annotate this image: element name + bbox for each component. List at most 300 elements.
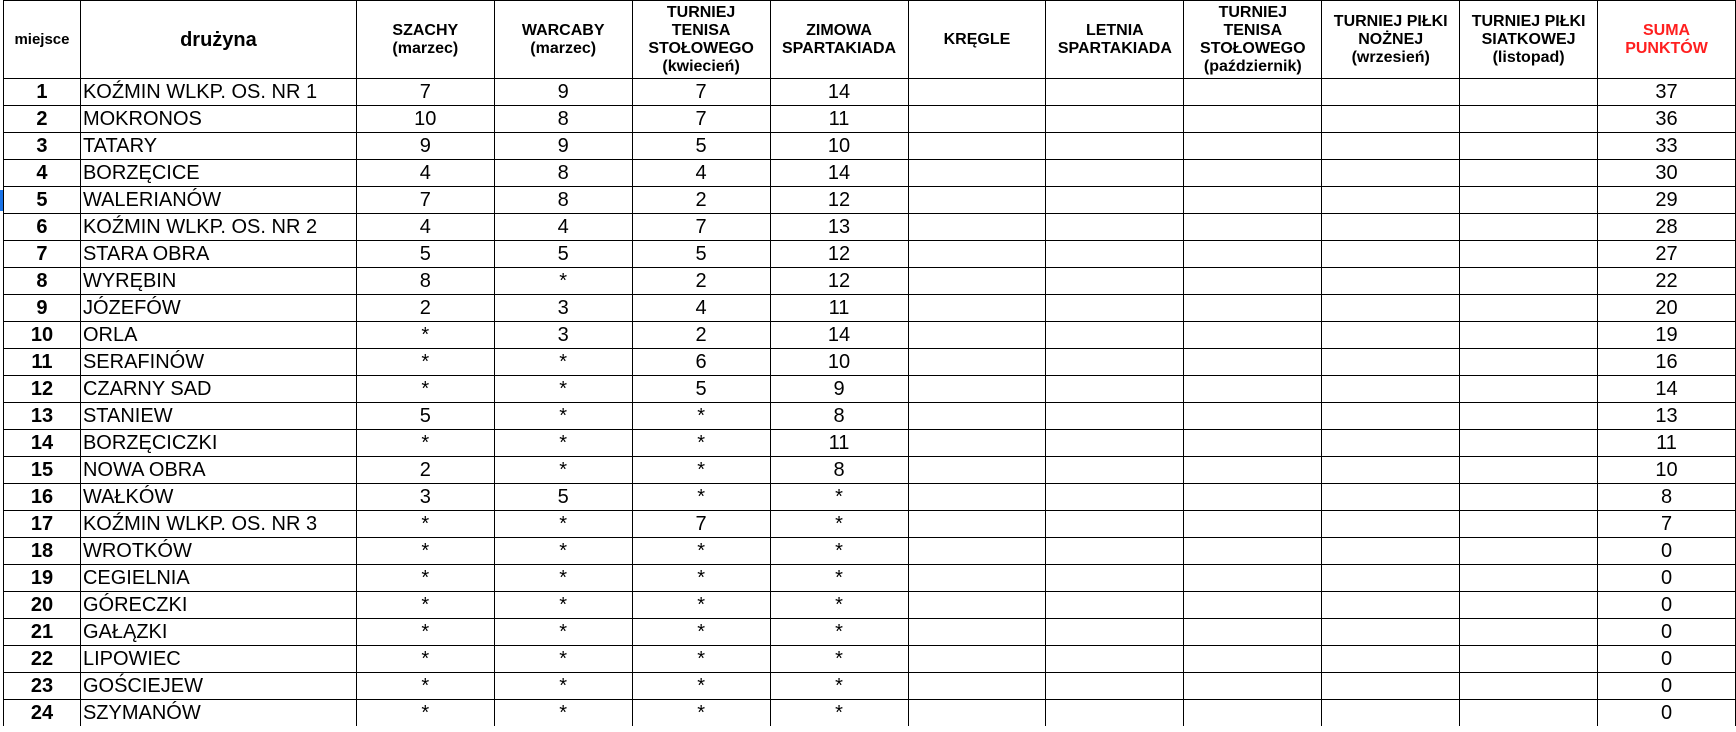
cell-pilka-siatkowa[interactable]: [1460, 322, 1598, 349]
cell-zimowa-spartakiada[interactable]: *: [770, 700, 908, 727]
cell-zimowa-spartakiada[interactable]: 14: [770, 160, 908, 187]
cell-rank[interactable]: 22: [4, 646, 81, 673]
cell-team[interactable]: SERAFINÓW: [80, 349, 356, 376]
cell-zimowa-spartakiada[interactable]: 14: [770, 79, 908, 106]
cell-zimowa-spartakiada[interactable]: *: [770, 538, 908, 565]
cell-kregle[interactable]: [908, 268, 1046, 295]
cell-pilka-nozna[interactable]: [1322, 322, 1460, 349]
cell-tenis-kwiecien[interactable]: 2: [632, 187, 770, 214]
cell-pilka-nozna[interactable]: [1322, 565, 1460, 592]
cell-warcaby[interactable]: 5: [494, 484, 632, 511]
cell-szachy[interactable]: 10: [356, 106, 494, 133]
cell-tenis-kwiecien[interactable]: 6: [632, 349, 770, 376]
cell-letnia-spartakiada[interactable]: [1046, 160, 1184, 187]
cell-letnia-spartakiada[interactable]: [1046, 79, 1184, 106]
cell-szachy[interactable]: 5: [356, 241, 494, 268]
cell-suma-punktow[interactable]: 20: [1598, 295, 1736, 322]
cell-tenis-pazdziernik[interactable]: [1184, 79, 1322, 106]
cell-team[interactable]: BORZĘCICE: [80, 160, 356, 187]
cell-pilka-siatkowa[interactable]: [1460, 295, 1598, 322]
cell-pilka-siatkowa[interactable]: [1460, 646, 1598, 673]
cell-pilka-siatkowa[interactable]: [1460, 133, 1598, 160]
cell-tenis-pazdziernik[interactable]: [1184, 349, 1322, 376]
cell-pilka-siatkowa[interactable]: [1460, 619, 1598, 646]
cell-warcaby[interactable]: *: [494, 619, 632, 646]
cell-letnia-spartakiada[interactable]: [1046, 619, 1184, 646]
cell-tenis-kwiecien[interactable]: *: [632, 700, 770, 727]
cell-kregle[interactable]: [908, 106, 1046, 133]
header-cell-suma-punktow[interactable]: [1598, 1, 1736, 79]
cell-warcaby[interactable]: 4: [494, 214, 632, 241]
cell-kregle[interactable]: [908, 673, 1046, 700]
cell-szachy[interactable]: *: [356, 322, 494, 349]
cell-zimowa-spartakiada[interactable]: 11: [770, 106, 908, 133]
cell-letnia-spartakiada[interactable]: [1046, 403, 1184, 430]
cell-zimowa-spartakiada[interactable]: 13: [770, 214, 908, 241]
cell-pilka-siatkowa[interactable]: [1460, 673, 1598, 700]
cell-tenis-pazdziernik[interactable]: [1184, 403, 1322, 430]
cell-rank[interactable]: 10: [4, 322, 81, 349]
cell-tenis-kwiecien[interactable]: 7: [632, 79, 770, 106]
cell-kregle[interactable]: [908, 700, 1046, 727]
cell-tenis-pazdziernik[interactable]: [1184, 187, 1322, 214]
cell-tenis-kwiecien[interactable]: 7: [632, 106, 770, 133]
cell-kregle[interactable]: [908, 511, 1046, 538]
cell-pilka-siatkowa[interactable]: [1460, 187, 1598, 214]
cell-letnia-spartakiada[interactable]: [1046, 592, 1184, 619]
header-cell-warcaby[interactable]: [494, 1, 632, 79]
cell-pilka-nozna[interactable]: [1322, 241, 1460, 268]
cell-szachy[interactable]: *: [356, 619, 494, 646]
cell-szachy[interactable]: *: [356, 646, 494, 673]
cell-kregle[interactable]: [908, 619, 1046, 646]
cell-tenis-pazdziernik[interactable]: [1184, 106, 1322, 133]
cell-pilka-nozna[interactable]: [1322, 214, 1460, 241]
cell-suma-punktow[interactable]: 36: [1598, 106, 1736, 133]
cell-letnia-spartakiada[interactable]: [1046, 538, 1184, 565]
cell-tenis-kwiecien[interactable]: 7: [632, 511, 770, 538]
cell-kregle[interactable]: [908, 79, 1046, 106]
cell-pilka-nozna[interactable]: [1322, 457, 1460, 484]
cell-suma-punktow[interactable]: 10: [1598, 457, 1736, 484]
cell-team[interactable]: NOWA OBRA: [80, 457, 356, 484]
cell-tenis-kwiecien[interactable]: 4: [632, 295, 770, 322]
cell-warcaby[interactable]: *: [494, 538, 632, 565]
cell-szachy[interactable]: 4: [356, 214, 494, 241]
header-cell-pilka-nozna[interactable]: [1322, 1, 1460, 79]
cell-team[interactable]: WYRĘBIN: [80, 268, 356, 295]
cell-rank[interactable]: 9: [4, 295, 81, 322]
cell-kregle[interactable]: [908, 565, 1046, 592]
cell-tenis-kwiecien[interactable]: *: [632, 403, 770, 430]
cell-pilka-nozna[interactable]: [1322, 700, 1460, 727]
cell-kregle[interactable]: [908, 484, 1046, 511]
cell-zimowa-spartakiada[interactable]: *: [770, 484, 908, 511]
cell-rank[interactable]: 21: [4, 619, 81, 646]
cell-pilka-nozna[interactable]: [1322, 538, 1460, 565]
cell-letnia-spartakiada[interactable]: [1046, 241, 1184, 268]
cell-warcaby[interactable]: *: [494, 349, 632, 376]
cell-suma-punktow[interactable]: 0: [1598, 538, 1736, 565]
cell-szachy[interactable]: *: [356, 349, 494, 376]
cell-rank[interactable]: 17: [4, 511, 81, 538]
cell-letnia-spartakiada[interactable]: [1046, 133, 1184, 160]
cell-letnia-spartakiada[interactable]: [1046, 268, 1184, 295]
cell-kregle[interactable]: [908, 187, 1046, 214]
cell-team[interactable]: LIPOWIEC: [80, 646, 356, 673]
cell-team[interactable]: KOŹMIN WLKP. OS. NR 2: [80, 214, 356, 241]
cell-pilka-siatkowa[interactable]: [1460, 106, 1598, 133]
cell-pilka-nozna[interactable]: [1322, 403, 1460, 430]
cell-zimowa-spartakiada[interactable]: *: [770, 619, 908, 646]
cell-suma-punktow[interactable]: 33: [1598, 133, 1736, 160]
cell-tenis-kwiecien[interactable]: *: [632, 484, 770, 511]
cell-zimowa-spartakiada[interactable]: *: [770, 565, 908, 592]
cell-team[interactable]: CEGIELNIA: [80, 565, 356, 592]
header-cell-szachy[interactable]: [356, 1, 494, 79]
cell-kregle[interactable]: [908, 160, 1046, 187]
cell-rank[interactable]: 12: [4, 376, 81, 403]
cell-pilka-nozna[interactable]: [1322, 376, 1460, 403]
header-cell-letnia-spartakiada[interactable]: [1046, 1, 1184, 79]
cell-rank[interactable]: 5: [4, 187, 81, 214]
cell-letnia-spartakiada[interactable]: [1046, 430, 1184, 457]
cell-suma-punktow[interactable]: 0: [1598, 565, 1736, 592]
cell-zimowa-spartakiada[interactable]: 12: [770, 268, 908, 295]
cell-kregle[interactable]: [908, 376, 1046, 403]
cell-letnia-spartakiada[interactable]: [1046, 106, 1184, 133]
cell-tenis-pazdziernik[interactable]: [1184, 700, 1322, 727]
cell-tenis-kwiecien[interactable]: 2: [632, 268, 770, 295]
cell-pilka-siatkowa[interactable]: [1460, 268, 1598, 295]
cell-team[interactable]: SZYMANÓW: [80, 700, 356, 727]
cell-letnia-spartakiada[interactable]: [1046, 295, 1184, 322]
cell-suma-punktow[interactable]: 11: [1598, 430, 1736, 457]
cell-suma-punktow[interactable]: 0: [1598, 700, 1736, 727]
cell-szachy[interactable]: *: [356, 700, 494, 727]
cell-tenis-pazdziernik[interactable]: [1184, 133, 1322, 160]
cell-pilka-siatkowa[interactable]: [1460, 241, 1598, 268]
cell-suma-punktow[interactable]: 7: [1598, 511, 1736, 538]
cell-kregle[interactable]: [908, 133, 1046, 160]
cell-rank[interactable]: 16: [4, 484, 81, 511]
cell-team[interactable]: ORLA: [80, 322, 356, 349]
cell-szachy[interactable]: *: [356, 538, 494, 565]
cell-suma-punktow[interactable]: 8: [1598, 484, 1736, 511]
cell-suma-punktow[interactable]: 13: [1598, 403, 1736, 430]
cell-pilka-nozna[interactable]: [1322, 349, 1460, 376]
cell-pilka-siatkowa[interactable]: [1460, 376, 1598, 403]
cell-zimowa-spartakiada[interactable]: 12: [770, 187, 908, 214]
cell-warcaby[interactable]: 9: [494, 79, 632, 106]
cell-pilka-nozna[interactable]: [1322, 133, 1460, 160]
cell-szachy[interactable]: 8: [356, 268, 494, 295]
cell-zimowa-spartakiada[interactable]: 10: [770, 349, 908, 376]
cell-letnia-spartakiada[interactable]: [1046, 484, 1184, 511]
cell-letnia-spartakiada[interactable]: [1046, 457, 1184, 484]
cell-warcaby[interactable]: 9: [494, 133, 632, 160]
cell-tenis-pazdziernik[interactable]: [1184, 619, 1322, 646]
cell-rank[interactable]: 3: [4, 133, 81, 160]
cell-zimowa-spartakiada[interactable]: 9: [770, 376, 908, 403]
cell-pilka-siatkowa[interactable]: [1460, 565, 1598, 592]
cell-tenis-pazdziernik[interactable]: [1184, 457, 1322, 484]
cell-team[interactable]: KOŹMIN WLKP. OS. NR 3: [80, 511, 356, 538]
cell-warcaby[interactable]: *: [494, 268, 632, 295]
cell-letnia-spartakiada[interactable]: [1046, 376, 1184, 403]
cell-letnia-spartakiada[interactable]: [1046, 322, 1184, 349]
cell-tenis-pazdziernik[interactable]: [1184, 484, 1322, 511]
cell-szachy[interactable]: *: [356, 565, 494, 592]
cell-pilka-nozna[interactable]: [1322, 430, 1460, 457]
cell-suma-punktow[interactable]: 28: [1598, 214, 1736, 241]
cell-tenis-kwiecien[interactable]: 5: [632, 133, 770, 160]
cell-rank[interactable]: 13: [4, 403, 81, 430]
cell-kregle[interactable]: [908, 349, 1046, 376]
cell-team[interactable]: GAŁĄZKI: [80, 619, 356, 646]
cell-szachy[interactable]: 9: [356, 133, 494, 160]
cell-pilka-nozna[interactable]: [1322, 268, 1460, 295]
cell-team[interactable]: JÓZEFÓW: [80, 295, 356, 322]
cell-zimowa-spartakiada[interactable]: 10: [770, 133, 908, 160]
cell-szachy[interactable]: *: [356, 511, 494, 538]
cell-rank[interactable]: 19: [4, 565, 81, 592]
cell-pilka-siatkowa[interactable]: [1460, 79, 1598, 106]
cell-tenis-kwiecien[interactable]: *: [632, 592, 770, 619]
cell-rank[interactable]: 14: [4, 430, 81, 457]
cell-suma-punktow[interactable]: 14: [1598, 376, 1736, 403]
cell-szachy[interactable]: 5: [356, 403, 494, 430]
cell-tenis-pazdziernik[interactable]: [1184, 592, 1322, 619]
cell-szachy[interactable]: *: [356, 376, 494, 403]
cell-suma-punktow[interactable]: 0: [1598, 619, 1736, 646]
cell-zimowa-spartakiada[interactable]: 11: [770, 295, 908, 322]
cell-rank[interactable]: 1: [4, 79, 81, 106]
cell-pilka-siatkowa[interactable]: [1460, 160, 1598, 187]
cell-pilka-nozna[interactable]: [1322, 106, 1460, 133]
cell-tenis-pazdziernik[interactable]: [1184, 322, 1322, 349]
cell-rank[interactable]: 23: [4, 673, 81, 700]
cell-tenis-kwiecien[interactable]: *: [632, 430, 770, 457]
cell-letnia-spartakiada[interactable]: [1046, 700, 1184, 727]
cell-warcaby[interactable]: 8: [494, 160, 632, 187]
cell-tenis-pazdziernik[interactable]: [1184, 673, 1322, 700]
cell-zimowa-spartakiada[interactable]: *: [770, 592, 908, 619]
cell-warcaby[interactable]: *: [494, 565, 632, 592]
cell-pilka-siatkowa[interactable]: [1460, 457, 1598, 484]
cell-tenis-kwiecien[interactable]: 7: [632, 214, 770, 241]
header-cell-kregle[interactable]: [908, 1, 1046, 79]
cell-rank[interactable]: 15: [4, 457, 81, 484]
cell-tenis-kwiecien[interactable]: *: [632, 646, 770, 673]
cell-team[interactable]: GOŚCIEJEW: [80, 673, 356, 700]
cell-warcaby[interactable]: *: [494, 592, 632, 619]
cell-tenis-kwiecien[interactable]: *: [632, 538, 770, 565]
cell-warcaby[interactable]: 8: [494, 187, 632, 214]
cell-szachy[interactable]: 7: [356, 187, 494, 214]
cell-letnia-spartakiada[interactable]: [1046, 187, 1184, 214]
cell-rank[interactable]: 20: [4, 592, 81, 619]
cell-warcaby[interactable]: 3: [494, 322, 632, 349]
cell-pilka-nozna[interactable]: [1322, 295, 1460, 322]
cell-tenis-pazdziernik[interactable]: [1184, 511, 1322, 538]
cell-letnia-spartakiada[interactable]: [1046, 349, 1184, 376]
cell-kregle[interactable]: [908, 592, 1046, 619]
cell-team[interactable]: WALERIANÓW: [80, 187, 356, 214]
cell-zimowa-spartakiada[interactable]: *: [770, 646, 908, 673]
cell-suma-punktow[interactable]: 0: [1598, 646, 1736, 673]
cell-kregle[interactable]: [908, 295, 1046, 322]
cell-kregle[interactable]: [908, 538, 1046, 565]
cell-team[interactable]: BORZĘCICZKI: [80, 430, 356, 457]
cell-rank[interactable]: 6: [4, 214, 81, 241]
cell-team[interactable]: CZARNY SAD: [80, 376, 356, 403]
cell-szachy[interactable]: *: [356, 673, 494, 700]
cell-rank[interactable]: 4: [4, 160, 81, 187]
cell-rank[interactable]: 24: [4, 700, 81, 727]
cell-pilka-nozna[interactable]: [1322, 160, 1460, 187]
cell-pilka-nozna[interactable]: [1322, 673, 1460, 700]
cell-warcaby[interactable]: *: [494, 430, 632, 457]
cell-kregle[interactable]: [908, 322, 1046, 349]
cell-tenis-kwiecien[interactable]: 2: [632, 322, 770, 349]
cell-tenis-pazdziernik[interactable]: [1184, 538, 1322, 565]
cell-pilka-nozna[interactable]: [1322, 511, 1460, 538]
cell-warcaby[interactable]: *: [494, 403, 632, 430]
cell-kregle[interactable]: [908, 646, 1046, 673]
cell-tenis-pazdziernik[interactable]: [1184, 160, 1322, 187]
cell-pilka-siatkowa[interactable]: [1460, 484, 1598, 511]
cell-pilka-nozna[interactable]: [1322, 646, 1460, 673]
cell-pilka-siatkowa[interactable]: [1460, 538, 1598, 565]
cell-zimowa-spartakiada[interactable]: *: [770, 511, 908, 538]
cell-team[interactable]: WAŁKÓW: [80, 484, 356, 511]
cell-suma-punktow[interactable]: 22: [1598, 268, 1736, 295]
header-cell-tenis-pazdziernik[interactable]: [1184, 1, 1322, 79]
cell-tenis-pazdziernik[interactable]: [1184, 430, 1322, 457]
cell-warcaby[interactable]: 8: [494, 106, 632, 133]
cell-zimowa-spartakiada[interactable]: 8: [770, 457, 908, 484]
cell-pilka-siatkowa[interactable]: [1460, 430, 1598, 457]
cell-szachy[interactable]: 7: [356, 79, 494, 106]
cell-szachy[interactable]: 2: [356, 457, 494, 484]
cell-zimowa-spartakiada[interactable]: *: [770, 673, 908, 700]
cell-warcaby[interactable]: 3: [494, 295, 632, 322]
cell-pilka-siatkowa[interactable]: [1460, 214, 1598, 241]
cell-suma-punktow[interactable]: 19: [1598, 322, 1736, 349]
cell-suma-punktow[interactable]: 0: [1598, 673, 1736, 700]
cell-rank[interactable]: 7: [4, 241, 81, 268]
cell-tenis-kwiecien[interactable]: *: [632, 673, 770, 700]
cell-tenis-kwiecien[interactable]: 4: [632, 160, 770, 187]
cell-pilka-nozna[interactable]: [1322, 592, 1460, 619]
cell-tenis-kwiecien[interactable]: 5: [632, 241, 770, 268]
cell-team[interactable]: MOKRONOS: [80, 106, 356, 133]
cell-szachy[interactable]: 4: [356, 160, 494, 187]
cell-tenis-pazdziernik[interactable]: [1184, 241, 1322, 268]
cell-tenis-kwiecien[interactable]: *: [632, 457, 770, 484]
cell-tenis-kwiecien[interactable]: 5: [632, 376, 770, 403]
cell-tenis-kwiecien[interactable]: *: [632, 565, 770, 592]
cell-team[interactable]: GÓRECZKI: [80, 592, 356, 619]
cell-kregle[interactable]: [908, 214, 1046, 241]
cell-letnia-spartakiada[interactable]: [1046, 646, 1184, 673]
cell-suma-punktow[interactable]: 30: [1598, 160, 1736, 187]
cell-warcaby[interactable]: *: [494, 457, 632, 484]
header-cell-miejsce[interactable]: [4, 1, 81, 79]
cell-szachy[interactable]: *: [356, 592, 494, 619]
cell-letnia-spartakiada[interactable]: [1046, 214, 1184, 241]
cell-pilka-nozna[interactable]: [1322, 79, 1460, 106]
cell-suma-punktow[interactable]: 37: [1598, 79, 1736, 106]
cell-team[interactable]: KOŹMIN WLKP. OS. NR 1: [80, 79, 356, 106]
cell-tenis-kwiecien[interactable]: *: [632, 619, 770, 646]
cell-rank[interactable]: 2: [4, 106, 81, 133]
cell-szachy[interactable]: 2: [356, 295, 494, 322]
cell-warcaby[interactable]: *: [494, 700, 632, 727]
cell-zimowa-spartakiada[interactable]: 14: [770, 322, 908, 349]
cell-team[interactable]: STANIEW: [80, 403, 356, 430]
header-cell-zimowa-spartakiada[interactable]: [770, 1, 908, 79]
cell-kregle[interactable]: [908, 241, 1046, 268]
cell-tenis-pazdziernik[interactable]: [1184, 646, 1322, 673]
cell-suma-punktow[interactable]: 16: [1598, 349, 1736, 376]
cell-szachy[interactable]: *: [356, 430, 494, 457]
cell-warcaby[interactable]: *: [494, 376, 632, 403]
cell-tenis-pazdziernik[interactable]: [1184, 376, 1322, 403]
cell-suma-punktow[interactable]: 0: [1598, 592, 1736, 619]
cell-suma-punktow[interactable]: 27: [1598, 241, 1736, 268]
cell-pilka-nozna[interactable]: [1322, 484, 1460, 511]
cell-pilka-siatkowa[interactable]: [1460, 592, 1598, 619]
cell-pilka-nozna[interactable]: [1322, 619, 1460, 646]
cell-team[interactable]: WROTKÓW: [80, 538, 356, 565]
cell-team[interactable]: TATARY: [80, 133, 356, 160]
cell-tenis-pazdziernik[interactable]: [1184, 295, 1322, 322]
cell-szachy[interactable]: 3: [356, 484, 494, 511]
cell-kregle[interactable]: [908, 457, 1046, 484]
cell-kregle[interactable]: [908, 403, 1046, 430]
header-cell-pilka-siatkowa[interactable]: [1460, 1, 1598, 79]
cell-tenis-pazdziernik[interactable]: [1184, 565, 1322, 592]
cell-zimowa-spartakiada[interactable]: 11: [770, 430, 908, 457]
cell-pilka-siatkowa[interactable]: [1460, 511, 1598, 538]
cell-tenis-pazdziernik[interactable]: [1184, 268, 1322, 295]
cell-warcaby[interactable]: 5: [494, 241, 632, 268]
header-cell-tenis-kwiecien[interactable]: [632, 1, 770, 79]
cell-zimowa-spartakiada[interactable]: 12: [770, 241, 908, 268]
cell-rank[interactable]: 11: [4, 349, 81, 376]
cell-tenis-pazdziernik[interactable]: [1184, 214, 1322, 241]
cell-pilka-siatkowa[interactable]: [1460, 349, 1598, 376]
cell-team[interactable]: STARA OBRA: [80, 241, 356, 268]
header-cell-druzyna[interactable]: [80, 1, 356, 79]
cell-warcaby[interactable]: *: [494, 673, 632, 700]
cell-warcaby[interactable]: *: [494, 646, 632, 673]
cell-pilka-nozna[interactable]: [1322, 187, 1460, 214]
cell-rank[interactable]: 8: [4, 268, 81, 295]
cell-letnia-spartakiada[interactable]: [1046, 673, 1184, 700]
cell-zimowa-spartakiada[interactable]: 8: [770, 403, 908, 430]
cell-kregle[interactable]: [908, 430, 1046, 457]
cell-rank[interactable]: 18: [4, 538, 81, 565]
cell-suma-punktow[interactable]: 29: [1598, 187, 1736, 214]
cell-letnia-spartakiada[interactable]: [1046, 565, 1184, 592]
cell-letnia-spartakiada[interactable]: [1046, 511, 1184, 538]
cell-pilka-siatkowa[interactable]: [1460, 700, 1598, 727]
cell-pilka-siatkowa[interactable]: [1460, 403, 1598, 430]
cell-warcaby[interactable]: *: [494, 511, 632, 538]
